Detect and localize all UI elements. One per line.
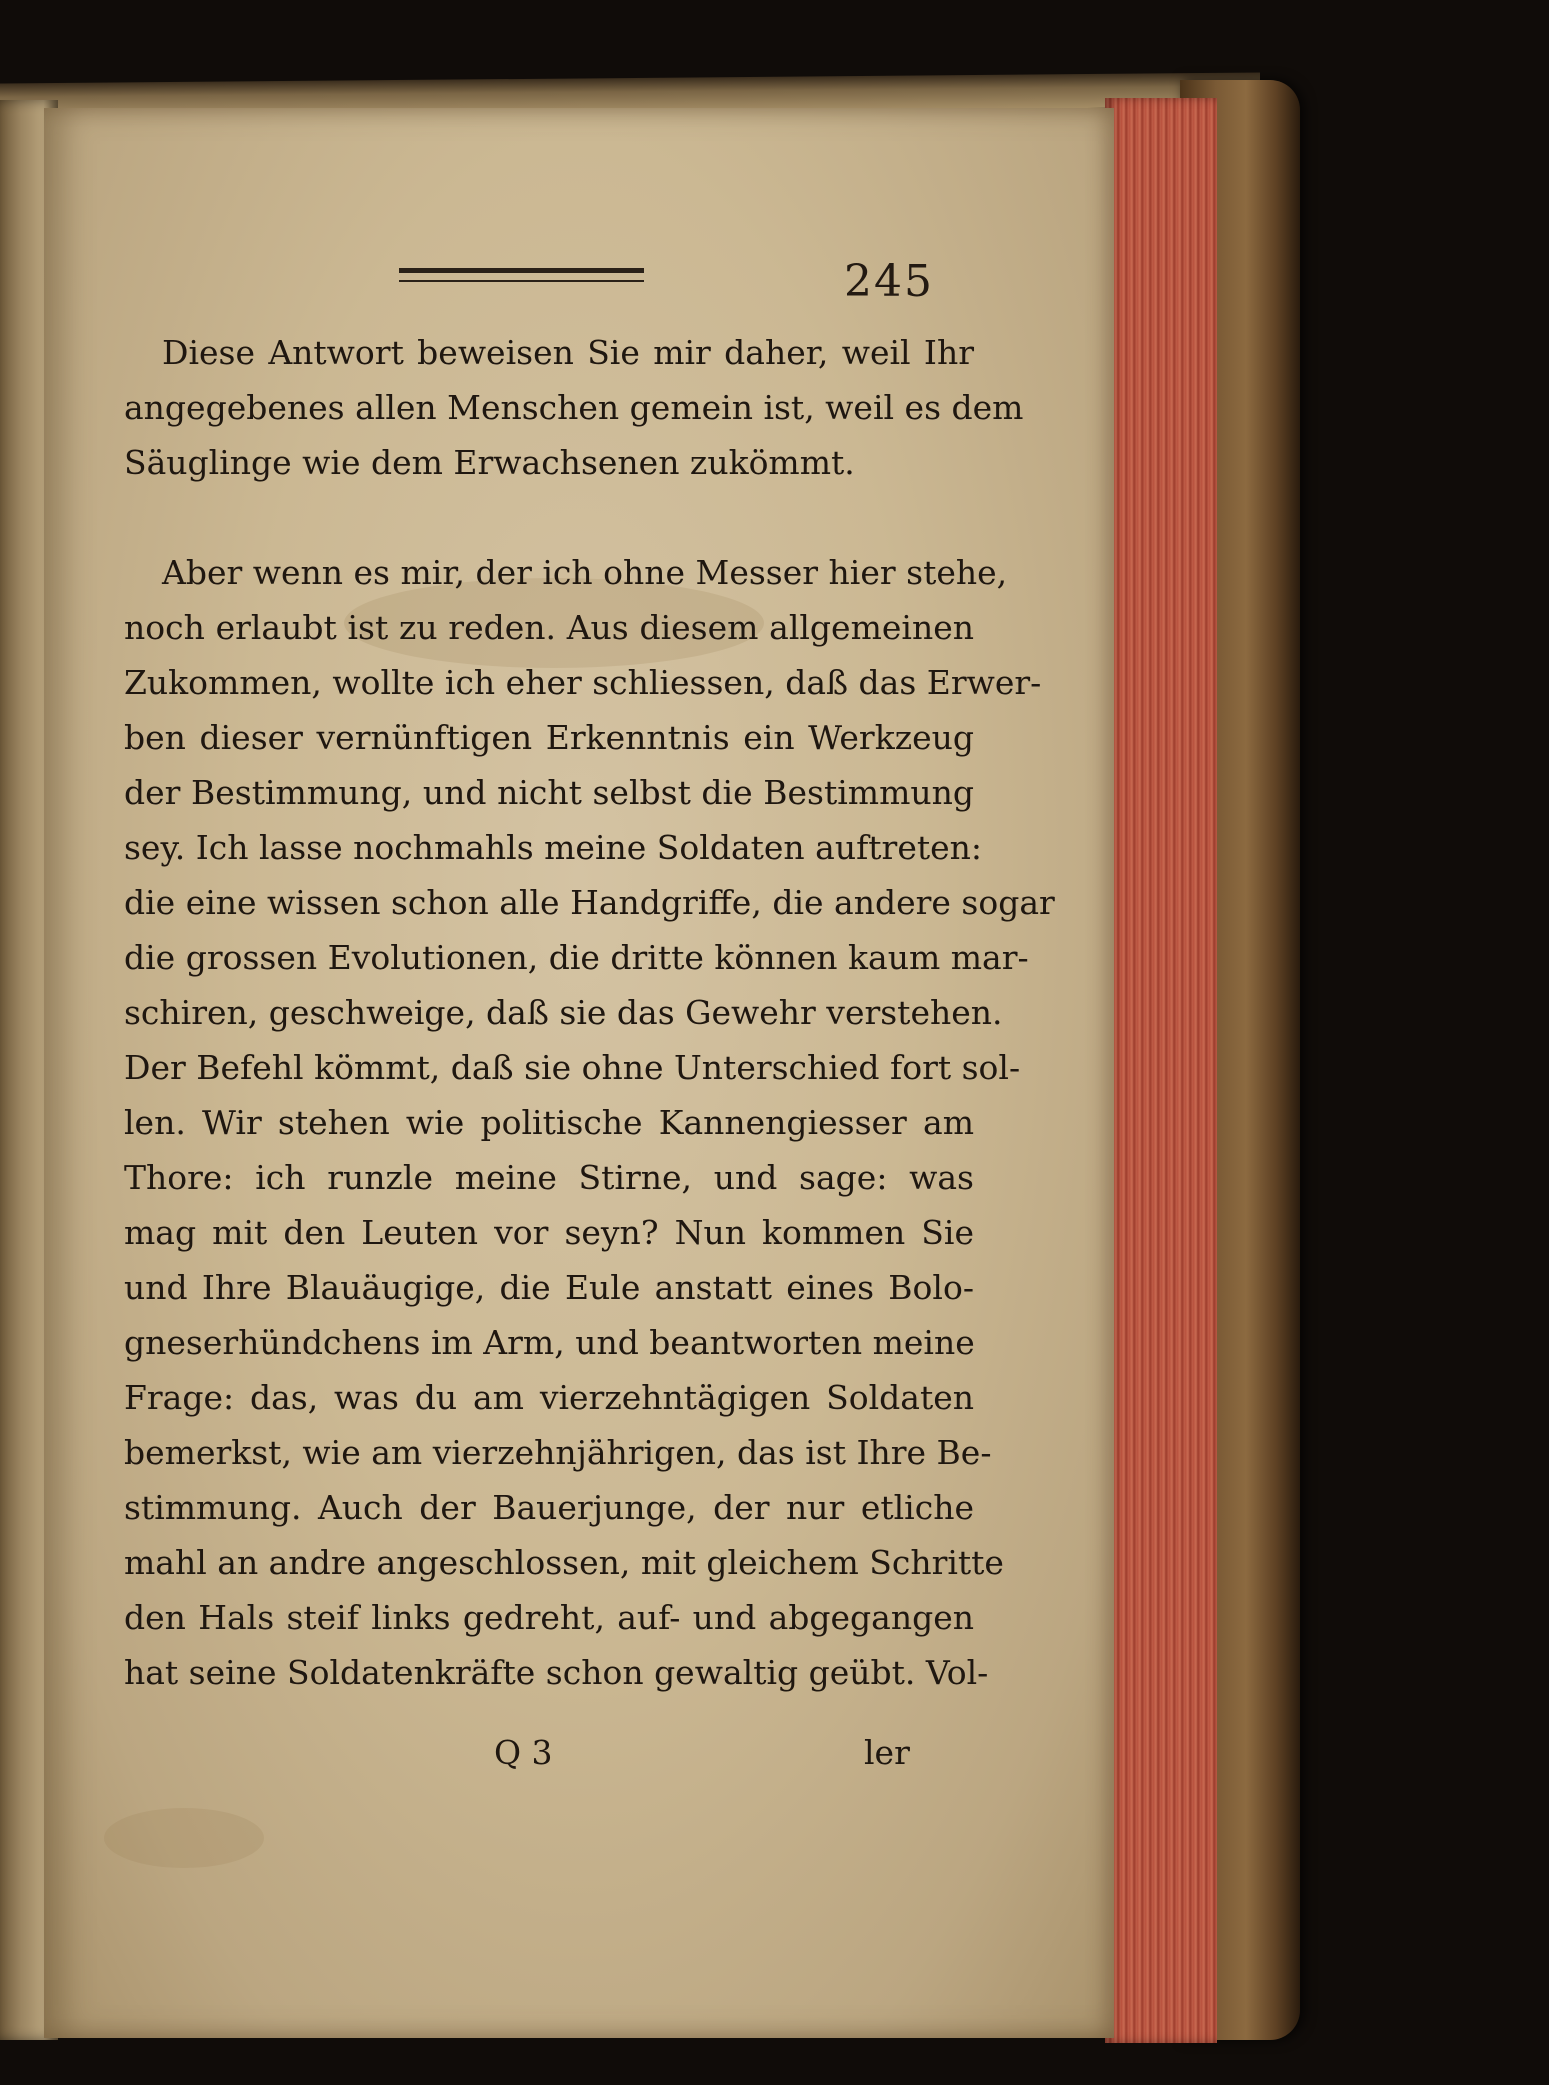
text-line: bemerkst, wie am vierzehnjährigen, das ist Ihre Be- <box>124 1433 992 1472</box>
catchword: ler <box>864 1733 910 1772</box>
text-line: Thore: ich runzle meine Stirne, und sage: was <box>124 1158 974 1197</box>
page-stain <box>104 1808 264 1868</box>
book-page <box>44 108 1114 2038</box>
signature-mark: Q 3 <box>494 1733 553 1772</box>
text-line: mahl an andre angeschlossen, mit gleichem Schritte <box>124 1543 1004 1582</box>
text-line: die grossen Evolutionen, die dritte können kaum mar- <box>124 938 1029 977</box>
text-line: Frage: das, was du am vierzehntägigen Soldaten <box>124 1378 974 1417</box>
text-line: Der Befehl kömmt, daß sie ohne Unterschied fort sol- <box>124 1048 1021 1087</box>
text-line: angegebenes allen Menschen gemein ist, weil es dem <box>124 388 1024 427</box>
text-line: ben dieser vernünftigen Erkenntnis ein Werkzeug <box>124 718 974 757</box>
text-line: mag mit den Leuten vor seyn? Nun kommen Sie <box>124 1213 974 1252</box>
text-line: Säuglinge wie dem Erwachsenen zukömmt. <box>124 443 855 482</box>
text-line: stimmung. Auch der Bauerjunge, der nur etliche <box>124 1488 974 1527</box>
text-line: die eine wissen schon alle Handgriffe, die andere sogar <box>124 883 1055 922</box>
red-page-edges <box>1105 98 1217 2043</box>
text-line: hat seine Soldatenkräfte schon gewaltig geübt. Vol- <box>124 1653 989 1692</box>
text-line: der Bestimmung, und nicht selbst die Bestimmung <box>124 773 974 812</box>
text-line: Aber wenn es mir, der ich ohne Messer hier stehe, <box>162 553 1008 592</box>
text-line: len. Wir stehen wie politische Kannengiesser am <box>124 1103 974 1142</box>
header-rule <box>399 268 644 282</box>
text-line: sey. Ich lasse nochmahls meine Soldaten auftreten: <box>124 828 983 867</box>
text-line: Diese Antwort beweisen Sie mir daher, weil Ihr <box>162 333 974 372</box>
page-number: 245 <box>844 256 934 307</box>
text-line: Zukommen, wollte ich eher schliessen, daß das Erwer- <box>124 663 1042 702</box>
text-line: noch erlaubt ist zu reden. Aus diesem allgemeinen <box>124 608 974 647</box>
text-line: den Hals steif links gedreht, auf- und abgegangen <box>124 1598 974 1637</box>
text-line: schiren, geschweige, daß sie das Gewehr verstehen. <box>124 993 1003 1032</box>
text-line: und Ihre Blauäugige, die Eule anstatt eines Bolo- <box>124 1268 974 1307</box>
text-line: gneserhündchens im Arm, und beantworten meine <box>124 1323 975 1362</box>
